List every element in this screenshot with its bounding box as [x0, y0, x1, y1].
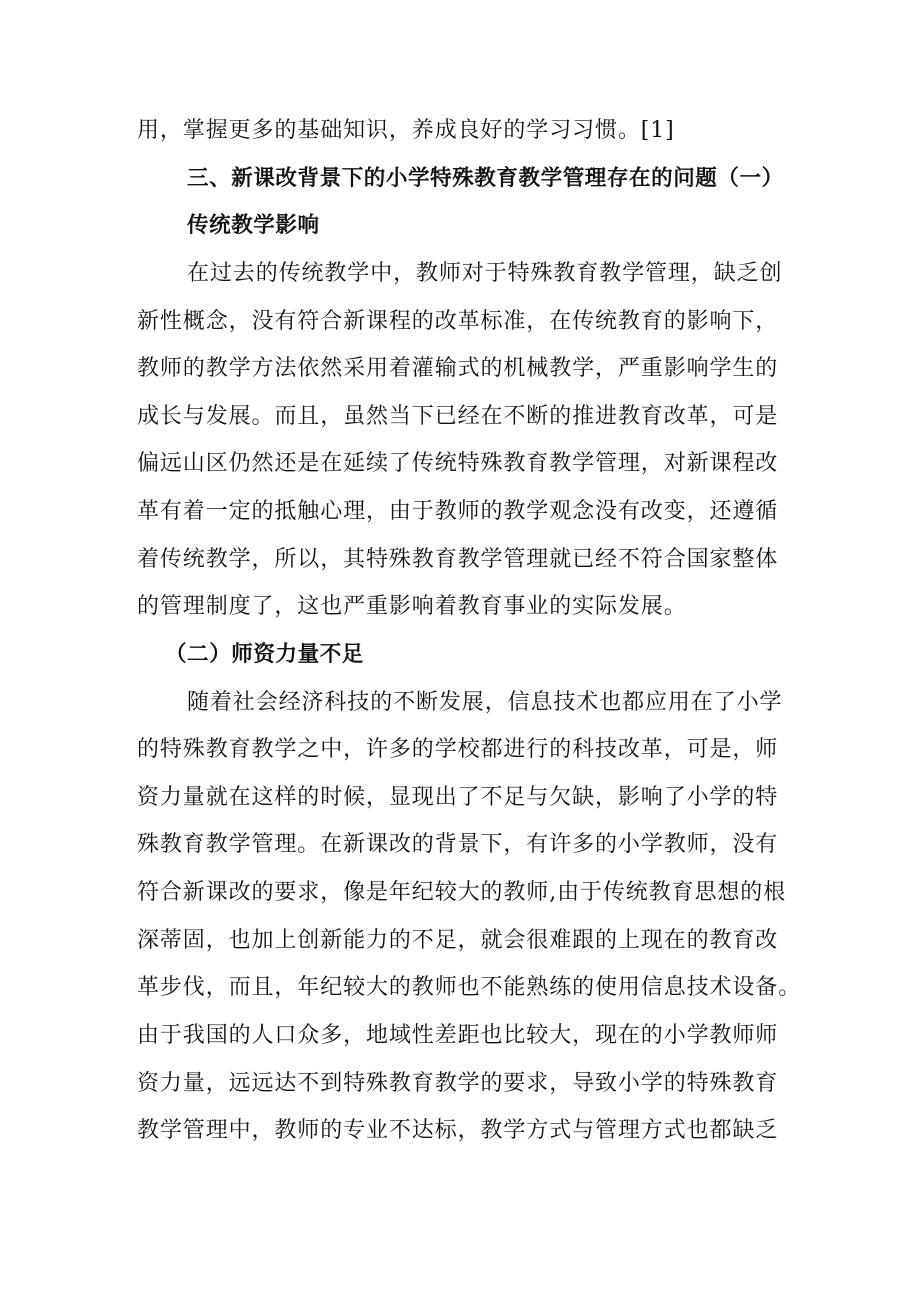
text-line: 着传统教学，所以，其特殊教育教学管理就已经不符合国家整体 [137, 547, 779, 572]
text-line: 资力量就在这样的时候，显现出了不足与欠缺，影响了小学的特 [137, 785, 779, 810]
text-line: 的管理制度了，这也严重影响着教育事业的实际发展。 [137, 594, 687, 619]
text-line: 深蒂固，也加上创新能力的不足，就会很难跟的上现在的教育改 [137, 928, 779, 953]
paragraph-first-line: 随着社会经济科技的不断发展，信息技术也都应用在了小学 [187, 690, 783, 715]
text-line: 的特殊教育教学之中，许多的学校都进行的科技改革，可是，师 [137, 737, 779, 762]
text-line: 偏远山区仍然还是在延续了传统特殊教育教学管理，对新课程改 [137, 451, 779, 476]
text-line: 符合新课改的要求，像是年纪较大的教师,由于传统教育思想的根 [137, 880, 787, 905]
text-line: 革步伐，而且，年纪较大的教师也不能熟练的使用信息技术设备。 [137, 975, 802, 1000]
text-line: 成长与发展。而且，虽然当下已经在不断的推进教育改革，可是 [137, 404, 779, 429]
text-line: 教师的教学方法依然采用着灌输式的机械教学，严重影响学生的 [137, 356, 779, 381]
subsection-heading: （二）师资力量不足 [165, 642, 364, 667]
text-line: 教学管理中，教师的专业不达标，教学方式与管理方式也都缺乏 [137, 1118, 779, 1143]
text-line: 新性概念，没有符合新课程的改革标准，在传统教育的影响下， [137, 309, 779, 334]
section-heading: 三、新课改背景下的小学特殊教育教学管理存在的问题（一） [187, 166, 784, 191]
text-line: 资力量，远远达不到特殊教育教学的要求，导致小学的特殊教育 [137, 1071, 779, 1096]
paragraph-first-line: 在过去的传统教学中，教师对于特殊教育教学管理，缺乏创 [187, 261, 783, 286]
text-line: 用，掌握更多的基础知识，养成良好的学习习惯。[1] [137, 118, 675, 143]
text-line: 革有着一定的抵触心理，由于教师的教学观念没有改变，还遵循 [137, 499, 779, 524]
text-line: 由于我国的人口众多，地域性差距也比较大，现在的小学教师师 [137, 1023, 779, 1048]
subsection-heading: 传统教学影响 [187, 213, 320, 238]
text-line: 殊教育教学管理。在新课改的背景下，有许多的小学教师，没有 [137, 832, 779, 857]
